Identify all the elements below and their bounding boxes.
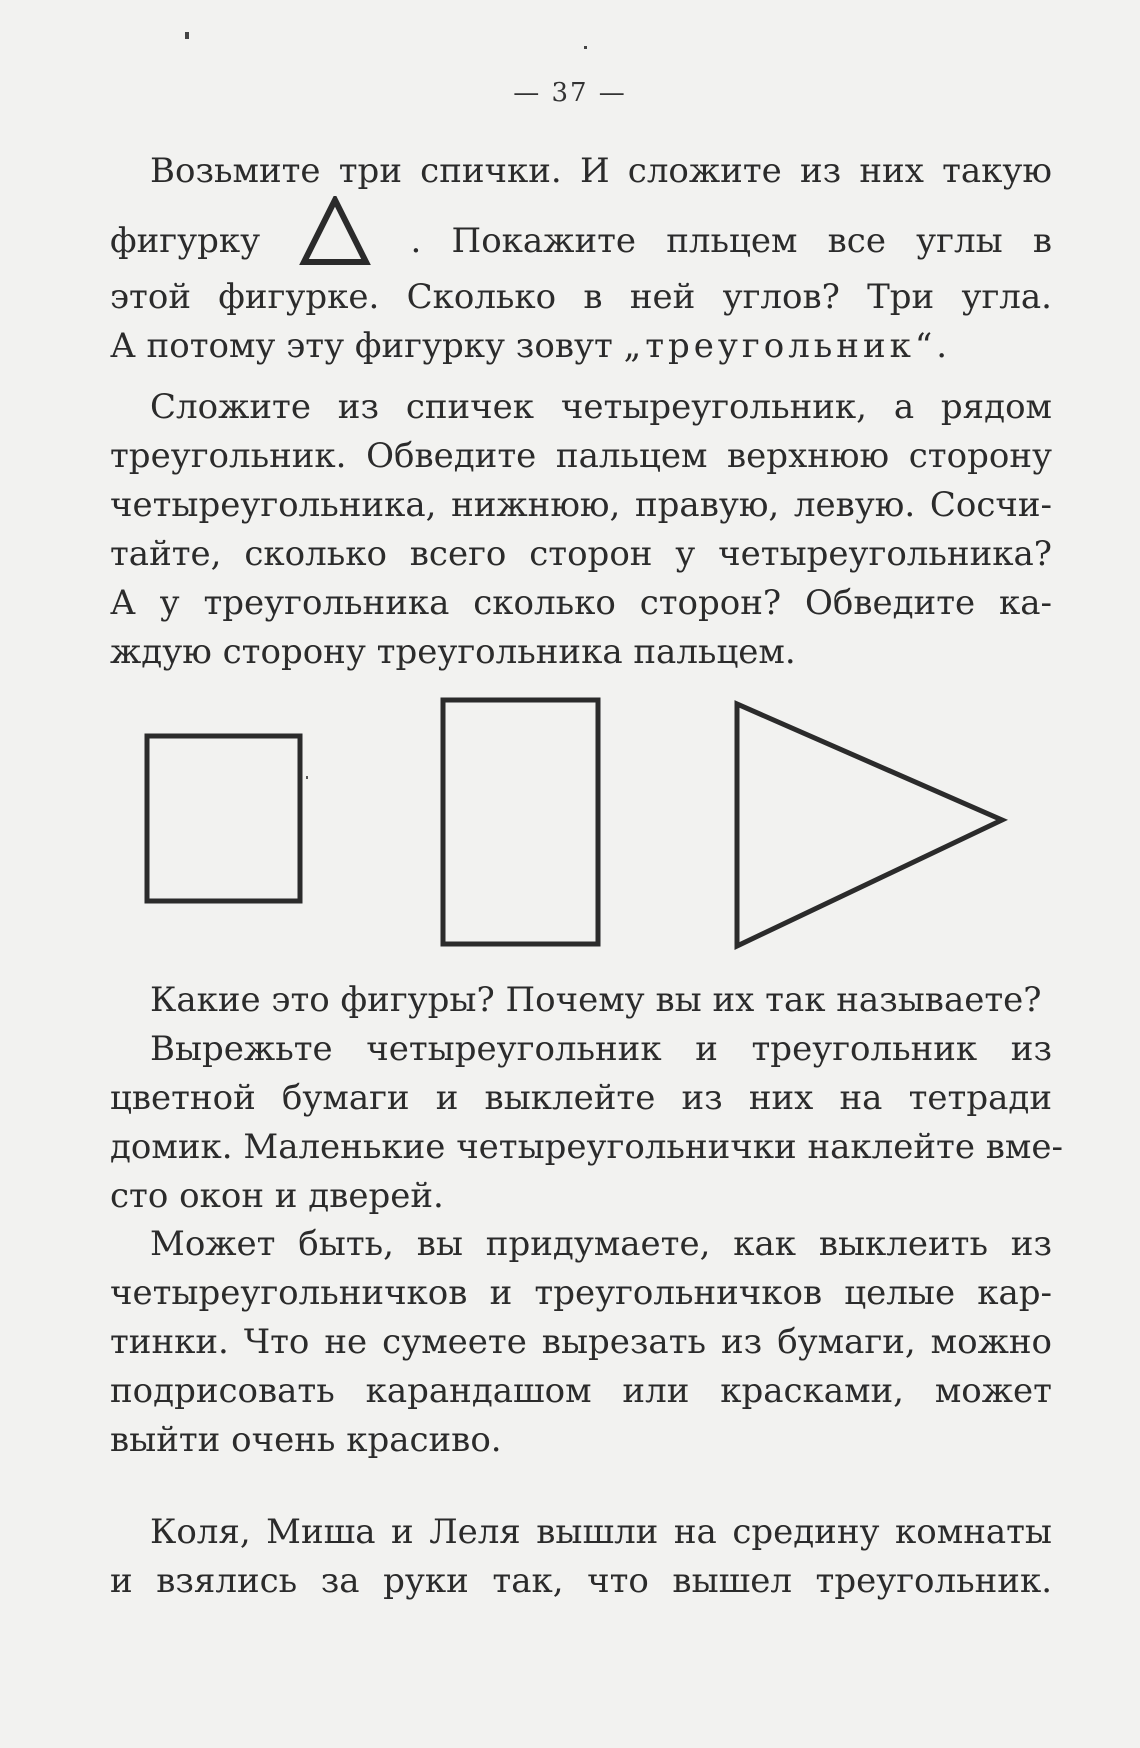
paragraph-4: [110, 1025, 1063, 1221]
scan-speck: [584, 46, 587, 49]
paragraph-3: [110, 976, 1052, 1025]
triangle-figure: [737, 704, 1002, 946]
text-line: и взялись за руки так, что вышел треугольник.: [110, 1561, 1052, 1601]
text-line: четыреугольника, нижнюю, правую, левую. Сосчи-: [110, 485, 1052, 525]
text-line: сто окон и дверей.: [110, 1176, 444, 1216]
text-line: тинки. Что не сумеете вырезать из бумаги, можно: [110, 1322, 1052, 1362]
text-line: [110, 196, 1052, 273]
text-line: выйти очень красиво.: [110, 1420, 502, 1460]
text-fragment: . Покажите пльцем все углы в: [410, 221, 1052, 261]
text-fragment: А потому эту фигурку зовут: [110, 326, 613, 366]
text-line: А у треугольника сколько сторон? Обведите ка-: [110, 583, 1052, 623]
rectangle-figure: [443, 700, 598, 944]
text-line: четыреугольничков и треугольничков целые кар-: [110, 1273, 1052, 1313]
scan-speck: [306, 776, 308, 779]
text-line: Какие это фигуры? Почему вы их так называете?: [150, 980, 1042, 1020]
text-line: [110, 322, 1052, 371]
text-line: Коля, Миша и Леля вышли на средину комнаты: [150, 1512, 1052, 1552]
scan-speck: [185, 32, 189, 39]
text-line: Может быть, вы придумаете, как выклеить из: [150, 1224, 1052, 1264]
paragraph-6: [110, 1508, 1052, 1606]
text-line: подрисовать карандашом или красками, может: [110, 1371, 1052, 1411]
square-figure: [147, 736, 300, 901]
text-fragment: фигурку: [110, 221, 261, 261]
page-number: — 37 —: [513, 78, 627, 108]
paragraph-1: [110, 147, 1052, 371]
text-line: цветной бумаги и выклейте из них на тетради: [110, 1078, 1052, 1118]
text-line: Сложите из спичек четыреугольник, а рядом: [150, 387, 1052, 427]
text-line: ждую сторону треугольника пальцем.: [110, 632, 796, 672]
triangle-figure-inline: [298, 196, 372, 266]
text-line: домик. Маленькие четыреугольнички наклейте вме-: [110, 1127, 1063, 1167]
text-line: этой фигурке. Сколько в ней углов? Три угла.: [110, 277, 1052, 317]
text-line: Возьмите три спички. И сложите из них такую: [150, 151, 1052, 191]
text-line: треугольник. Обведите пальцем верхнюю сторону: [110, 436, 1052, 476]
emphasized-word: „треугольник“.: [623, 326, 952, 366]
paragraph-5: [110, 1220, 1052, 1465]
figures-svg: [0, 690, 1140, 960]
text-line: тайте, сколько всего сторон у четыреугольника?: [110, 534, 1052, 574]
text-line: Вырежьте четыреугольник и треугольник из: [150, 1029, 1052, 1069]
figures-illustration: [0, 690, 1140, 960]
paragraph-2: [110, 383, 1052, 677]
